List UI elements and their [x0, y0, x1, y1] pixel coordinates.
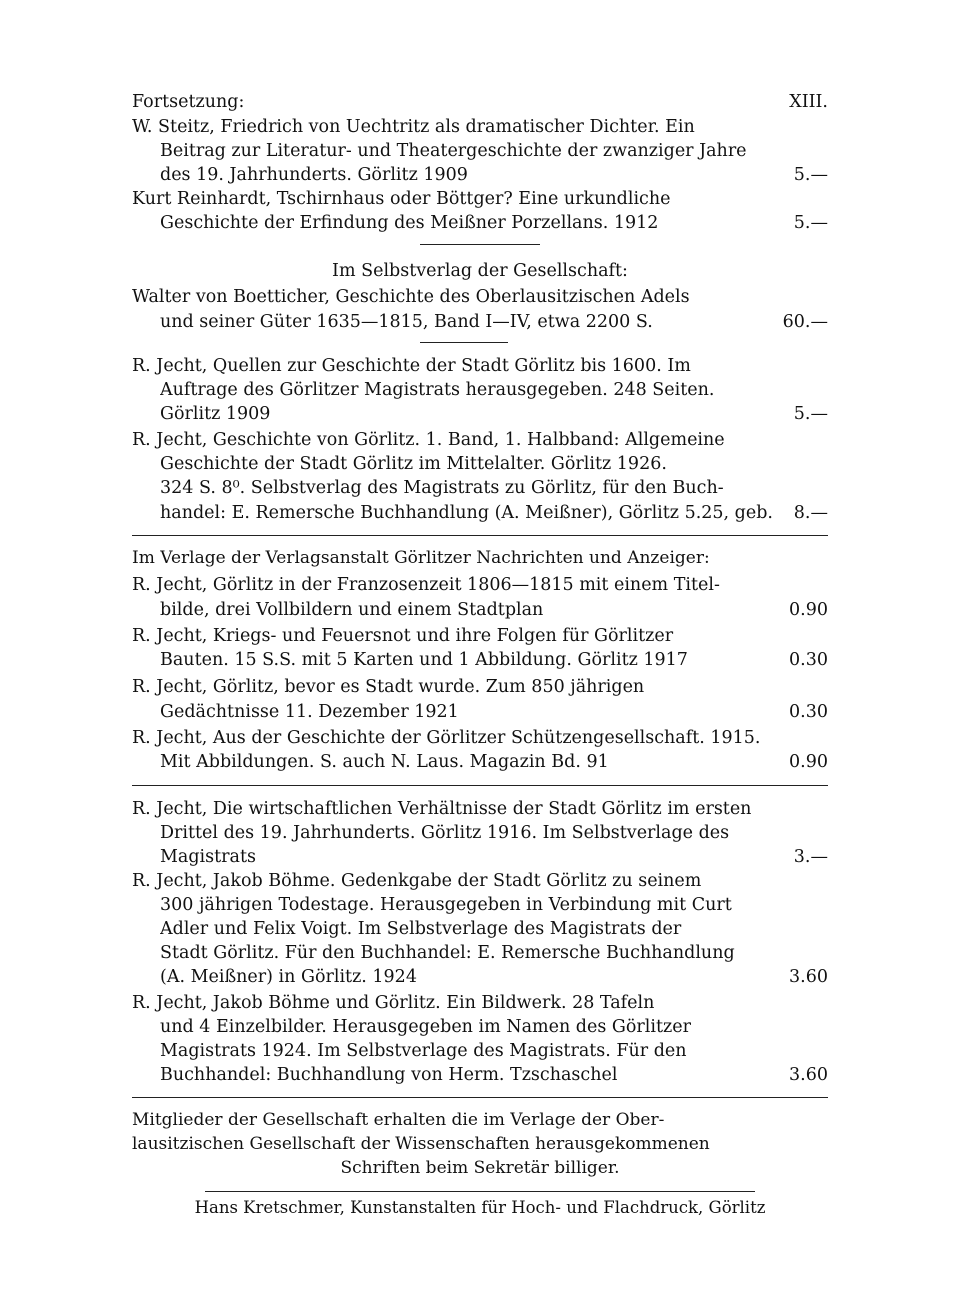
price: 3.—	[793, 847, 828, 867]
notice-line: Mitglieder der Gesellschaft erhalten die im Verlage der Ober-	[132, 1110, 665, 1130]
printer-imprint: Hans Kretschmer, Kunstanstalten für Hoch- und Flachdruck, Görlitz	[194, 1198, 766, 1217]
section-divider	[132, 535, 828, 536]
entry-line: 300 jährigen Todestage. Herausgegeben in Verbindung mit Curt	[160, 895, 732, 915]
header-line	[132, 89, 828, 115]
entry-line: Drittel des 19. Jahrhunderts. Görlitz 1916. Im Selbstverlage des	[160, 823, 730, 843]
section-divider	[420, 342, 508, 343]
section-divider	[132, 785, 828, 786]
price: 8.—	[793, 503, 828, 523]
entry-line: des 19. Jahrhunderts. Görlitz 1909 5.—	[160, 162, 828, 188]
price: 5.—	[793, 165, 828, 185]
entry-line: bilde, drei Vollbildern und einem Stadtplan 0.90	[160, 597, 828, 623]
entry-line: R. Jecht, Jakob Böhme und Görlitz. Ein Bildwerk. 28 Tafeln	[132, 993, 655, 1013]
entry-line: Geschichte der Erfindung des Meißner Porzellans. 1912 5.—	[160, 210, 828, 236]
entry-line: Walter von Boetticher, Geschichte des Oberlausitzischen Adels	[132, 287, 690, 307]
entry-line: R. Jecht, Aus der Geschichte der Görlitzer Schützengesellschaft. 1915.	[132, 728, 761, 748]
continuation-label: Fortsetzung:	[132, 92, 245, 112]
price: 60.—	[782, 312, 828, 332]
entry-line: R. Jecht, Görlitz in der Franzosenzeit 1806—1815 mit einem Titel-	[132, 575, 720, 595]
entry-line: R. Jecht, Quellen zur Geschichte der Stadt Görlitz bis 1600. Im	[132, 356, 691, 376]
notice-line: lausitzischen Gesellschaft der Wissenschaften herausgekommenen	[132, 1134, 710, 1154]
entry-line: Bauten. 15 S.S. mit 5 Karten und 1 Abbildung. Görlitz 1917 0.30	[160, 647, 828, 673]
notice-line: Schriften beim Sekretär billiger.	[340, 1158, 620, 1178]
page-number: XIII.	[789, 92, 828, 112]
entry-line: Gedächtnisse 11. Dezember 1921 0.30	[160, 699, 828, 725]
price: 0.90	[789, 600, 828, 620]
entry-line: handel: E. Remersche Buchhandlung (A. Meißner), Görlitz 5.25, geb. 8.—	[160, 500, 828, 526]
entry-line: Stadt Görlitz. Für den Buchhandel: E. Remersche Buchhandlung	[160, 943, 735, 963]
section-heading: Im Selbstverlag der Gesellschaft:	[332, 261, 628, 281]
entry-line: R. Jecht, Kriegs- und Feuersnot und ihre Folgen für Görlitzer	[132, 626, 674, 646]
entry-line: Auftrage des Görlitzer Magistrats herausgegeben. 248 Seiten.	[160, 380, 715, 400]
price: 0.30	[789, 650, 828, 670]
entry-line: Geschichte der Stadt Görlitz im Mittelalter. Görlitz 1926.	[160, 454, 667, 474]
entry-line: Beitrag zur Literatur- und Theatergeschichte der zwanziger Jahre	[160, 141, 747, 161]
entry-line: R. Jecht, Geschichte von Görlitz. 1. Band, 1. Halbband: Allgemeine	[132, 430, 725, 450]
entry-line: Magistrats 1924. Im Selbstverlage des Magistrats. Für den	[160, 1041, 687, 1061]
entry-line: R. Jecht, Die wirtschaftlichen Verhältnisse der Stadt Görlitz im ersten	[132, 799, 752, 819]
entry-line: und 4 Einzelbilder. Herausgegeben im Namen des Görlitzer	[160, 1017, 691, 1037]
entry-line: R. Jecht, Görlitz, bevor es Stadt wurde. Zum 850 jährigen	[132, 677, 645, 697]
price: 5.—	[793, 213, 828, 233]
entry-line: Kurt Reinhardt, Tschirnhaus oder Böttger? Eine urkundliche	[132, 189, 671, 209]
section-divider	[420, 244, 540, 245]
price: 3.60	[789, 967, 828, 987]
entry-line: Adler und Felix Voigt. Im Selbstverlage des Magistrats der	[160, 919, 682, 939]
entry-line: und seiner Güter 1635—1815, Band I—IV, etwa 2200 S. 60.—	[160, 309, 828, 335]
entry-line: Mit Abbildungen. S. auch N. Laus. Magazin Bd. 91 0.90	[160, 749, 828, 775]
entry-line: R. Jecht, Jakob Böhme. Gedenkgabe der Stadt Görlitz zu seinem	[132, 871, 702, 891]
price: 0.30	[789, 702, 828, 722]
section-divider	[132, 1097, 828, 1098]
entry-line: Buchhandel: Buchhandlung von Herm. Tzschaschel 3.60	[160, 1062, 828, 1088]
footer-divider	[205, 1191, 755, 1192]
entry-line: 324 S. 8⁰. Selbstverlag des Magistrats zu Görlitz, für den Buch-	[160, 478, 724, 498]
price: 3.60	[789, 1065, 828, 1085]
price: 5.—	[793, 404, 828, 424]
entry-line: Görlitz 1909 5.—	[160, 401, 828, 427]
section-heading: Im Verlage der Verlagsanstalt Görlitzer Nachrichten und Anzeiger:	[132, 548, 710, 568]
entry-line: Magistrats 3.—	[160, 844, 828, 870]
entry-line: (A. Meißner) in Görlitz. 1924 3.60	[160, 964, 828, 990]
entry-line: W. Steitz, Friedrich von Uechtritz als dramatischer Dichter. Ein	[132, 117, 695, 137]
price: 0.90	[789, 752, 828, 772]
